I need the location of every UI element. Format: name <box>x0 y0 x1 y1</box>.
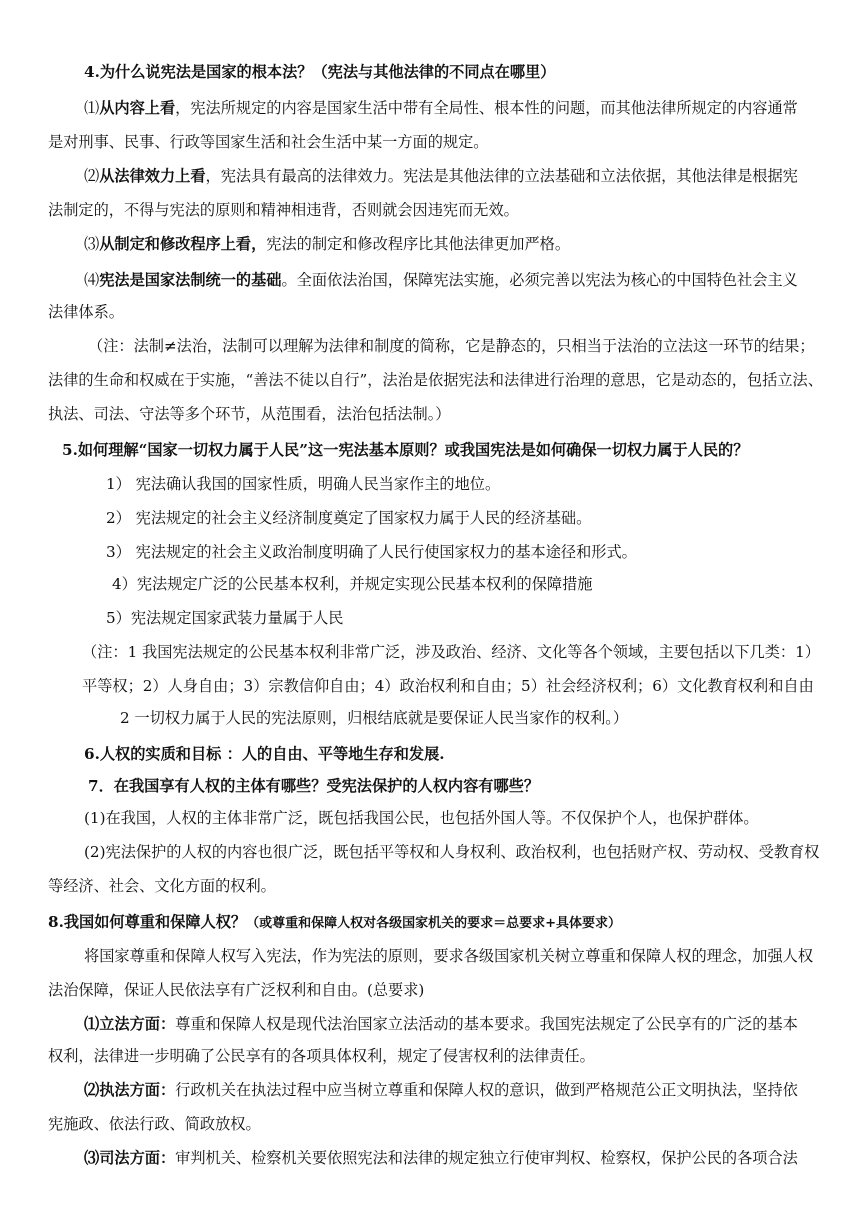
line-text: （注：1 我国宪法规定的公民基本权利非常广泛，涉及政治、经济、文化等各个领域，主要包括以下几类：1） <box>82 643 820 661</box>
text-line <box>84 166 798 186</box>
text-line <box>106 542 637 562</box>
line-text: 法治保障，保证人民依法享有广泛权利和自由。(总要求) <box>48 981 425 999</box>
line-text: 宪法的制定和修改程序比其他法律更加严格。 <box>266 235 570 253</box>
line-text: ⑷ <box>84 271 100 289</box>
text-line <box>84 1148 798 1168</box>
line-text: （注：法制≠法治，法制可以理解为法律和制度的简称，它是静态的，只相当于法治的立法这一环节的结果； <box>88 337 815 355</box>
line-text: 法律体系。 <box>48 303 124 321</box>
line-text: 将国家尊重和保障人权写入宪法，作为宪法的原则，要求各级国家机关树立尊重和保障人权的理念，加强人权 <box>84 947 813 965</box>
bold-text: ⑶司法方面： <box>84 1149 176 1167</box>
bold-text: ⑵执法方面： <box>84 1081 176 1099</box>
line-text: 法律的生命和权威在于实施，“善法不徒以自行”，法治是依据宪法和法律进行治理的意思，它是动态的，包括立法、 <box>48 371 823 389</box>
line-text: 3） 宪法规定的社会主义政治制度明确了人民行使国家权力的基本途径和形式。 <box>106 543 637 561</box>
text-line <box>84 1014 798 1034</box>
text-line <box>84 62 555 82</box>
line-text: ⑴ <box>84 99 100 117</box>
bold-text: 7．在我国享有人权的主体有哪些？受宪法保护的人权内容有哪些？ <box>88 777 540 795</box>
bold-text: 从制定和修改程序上看， <box>99 235 267 253</box>
text-line <box>112 574 592 594</box>
line-text: 法制定的，不得与宪法的原则和精神相违背，否则就会因违宪而无效。 <box>48 201 519 219</box>
text-line <box>88 776 539 796</box>
bold-text: ⑴立法方面： <box>84 1015 176 1033</box>
text-line <box>48 132 488 152</box>
text-line <box>84 842 819 862</box>
line-text: 。全面依法治国，保障宪法实施，必须完善以宪法为核心的中国特色社会主义 <box>281 271 798 289</box>
text-line <box>84 946 813 966</box>
bold-text: 从法律效力上看 <box>99 167 206 185</box>
text-line <box>82 642 820 662</box>
text-line <box>48 876 276 896</box>
line-text: 是对刑事、民事、行政等国家生活和社会生活中某一方面的规定。 <box>48 133 489 151</box>
line-text: (2)宪法保护的人权的内容也很广泛，既包括平等权和人身权利、政治权利，也包括财产权、劳动权、受教育权 <box>84 843 820 861</box>
text-line <box>106 508 591 528</box>
text-line <box>84 1080 798 1100</box>
line-text: 权利，法律进一步明确了公民享有的各项具体权利，规定了侵害权利的法律责任。 <box>48 1047 595 1065</box>
line-text: 宪施政、依法行政、简政放权。 <box>48 1115 261 1133</box>
text-line <box>48 200 519 220</box>
line-text: ，宪法所规定的内容是国家生活中带有全局性、根本性的问题，而其他法律所规定的内容通常 <box>175 99 798 117</box>
line-text: ⑵ <box>84 167 100 185</box>
line-text: 平等权；2）人身自由；3）宗教信仰自由；4）政治权利和自由；5）社会经济权利；6）文化教育权利和自由 <box>82 677 814 695</box>
line-text: ⑶ <box>84 235 100 253</box>
text-line <box>106 474 500 494</box>
line-text: 等经济、社会、文化方面的权利。 <box>48 877 276 895</box>
line-text: 4）宪法规定广泛的公民基本权利，并规定实现公民基本权利的保障措施 <box>112 575 593 593</box>
text-line <box>120 708 628 728</box>
text-line <box>82 676 814 696</box>
text-line <box>48 302 124 322</box>
text-line <box>84 98 798 118</box>
text-line <box>48 912 621 934</box>
text-line <box>84 270 798 290</box>
text-line <box>48 1114 261 1134</box>
text-line <box>48 1046 595 1066</box>
text-line <box>48 980 424 1000</box>
bold-text: 宪法是国家法制统一的基础 <box>99 271 282 289</box>
line-text: (1)在我国，人权的主体非常广泛，既包括我国公民，也包括外国人等。不仅保护个人，也保护群体。 <box>84 809 759 827</box>
bold-text: 4.为什么说宪法是国家的根本法？（宪法与其他法律的不同点在哪里） <box>84 63 556 81</box>
text-line <box>106 608 343 628</box>
small-note: （或尊重和保障人权对各级国家机关的要求＝总要求+具体要求） <box>246 916 622 931</box>
bold-text: 从内容上看 <box>99 99 176 117</box>
line-text: 行政机关在执法过程中应当树立尊重和保障人权的意识，做到严格规范公正文明执法，坚持依 <box>175 1081 798 1099</box>
bold-text: 8.我国如何尊重和保障人权？ <box>48 913 247 931</box>
text-line <box>62 440 748 460</box>
line-text: 尊重和保障人权是现代法治国家立法活动的基本要求。我国宪法规定了公民享有的广泛的基本 <box>175 1015 798 1033</box>
text-line <box>84 808 759 828</box>
text-line <box>84 744 445 764</box>
line-text: 2） 宪法规定的社会主义经济制度奠定了国家权力属于人民的经济基础。 <box>106 509 592 527</box>
text-line <box>48 370 823 390</box>
line-text: 执法、司法、守法等多个环节，从范围看，法治包括法制。） <box>48 405 451 423</box>
line-text: 5）宪法规定国家武装力量属于人民 <box>106 609 344 627</box>
bold-text: 6.人权的实质和目标 ：人的自由、平等地生存和发展. <box>84 745 445 763</box>
line-text: 1） 宪法确认我国的国家性质，明确人民当家作主的地位。 <box>106 475 501 493</box>
text-line <box>48 404 450 424</box>
text-line <box>88 336 815 356</box>
line-text: 审判机关、检察机关要依照宪法和法律的规定独立行使审判权、检察权，保护公民的各项合法 <box>175 1149 798 1167</box>
bold-text: 5.如何理解“国家一切权力属于人民”这一宪法基本原则？或我国宪法是如何确保一切权力属于人民的？ <box>62 441 749 459</box>
line-text: ，宪法具有最高的法律效力。宪法是其他法律的立法基础和立法依据，其他法律是根据宪 <box>205 167 798 185</box>
text-line <box>84 234 570 254</box>
line-text: 2 一切权力属于人民的宪法原则，归根结底就是要保证人民当家作的权利。） <box>120 709 629 727</box>
